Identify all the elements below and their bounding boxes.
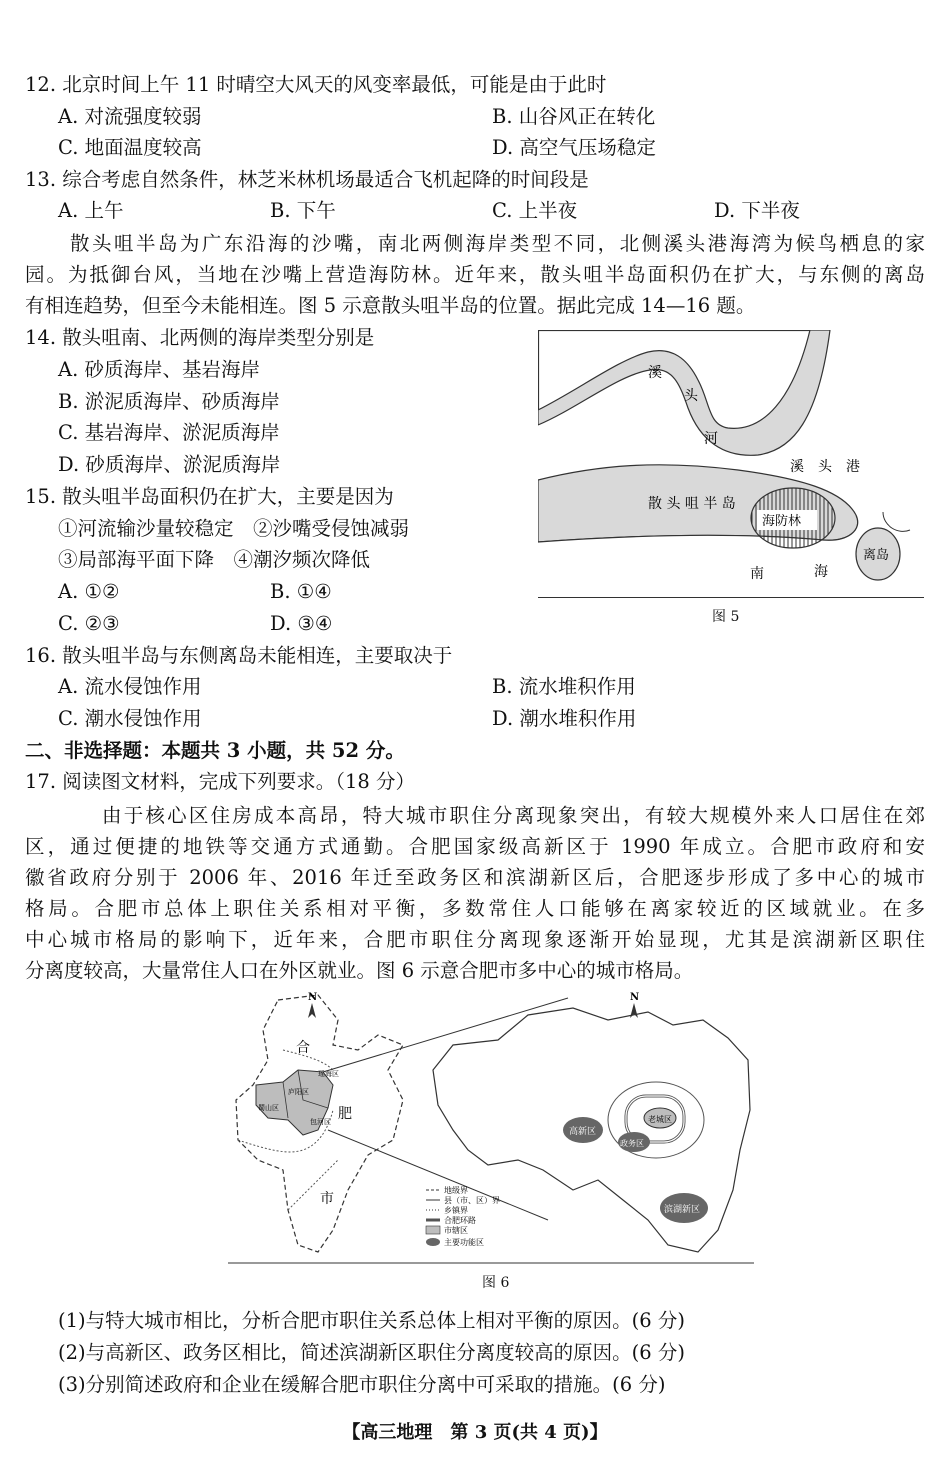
q17-stem: 17. 阅读图文材料，完成下列要求。（18 分）: [25, 770, 415, 793]
label-harbor: 溪 头 港: [790, 459, 860, 475]
label-hai: 海: [814, 564, 828, 580]
figure-5-map: [538, 330, 924, 598]
label-he: 河: [704, 431, 718, 447]
q13-stem: 13. 综合考虑自然条件，林芝米林机场最适合飞机起降的时间段是: [25, 168, 589, 191]
passage1-line: 有相连趋势，但至今未能相连。图 5 示意散头咀半岛的位置。据此完成 14—16 题。: [25, 294, 756, 317]
q17-sub-3: (3)分别简述政府和企业在缓解合肥市职住分离中可采取的措施。(6 分): [58, 1373, 666, 1396]
legend: [426, 1185, 500, 1247]
q13-option-b: B. 下午: [270, 199, 336, 222]
label-nan: 南: [750, 566, 764, 582]
q13-option-d: D. 下半夜: [714, 199, 800, 222]
q13-option-c: C. 上半夜: [492, 199, 578, 222]
label-shushan: 蜀山区: [258, 1104, 279, 1112]
svg-text:合肥环路: 合肥环路: [444, 1216, 476, 1225]
figure-6-map: [228, 990, 754, 1264]
passage1-line: 园。为抵御台风，当地在沙嘴上营造海防林。近年来，散头咀半岛面积仍在扩大，与东侧的离岛: [25, 263, 925, 286]
q15-option-d: D. ③④: [270, 612, 333, 635]
figure-6-caption: 图 6: [482, 1275, 510, 1291]
q17-material-line: 徽省政府分别于 2006 年、2016 年迁至政务区和滨湖新区后，合肥逐步形成了多中心的城市: [25, 866, 925, 889]
q12-option-c: C. 地面温度较高: [58, 136, 202, 159]
q16-option-c: C. 潮水侵蚀作用: [58, 707, 202, 730]
label-peninsula: 散 头 咀 半 岛: [648, 496, 736, 512]
q15-option-c: C. ②③: [58, 612, 120, 635]
label-binhu: 滨湖新区: [664, 1205, 701, 1215]
label-forest: 海防林: [762, 514, 802, 529]
q17-material-line: 由于核心区住房成本高昂，特大城市职住分离现象突出，有较大规模外来人口居住在郊: [102, 804, 925, 827]
q15-option-b: B. ①④: [270, 580, 332, 603]
label-laocheng: 老城区: [648, 1115, 672, 1124]
page-footer: 【高三地理 第 3 页(共 4 页)】: [342, 1422, 608, 1443]
q16-option-a: A. 流水侵蚀作用: [58, 675, 202, 698]
label-luyang: 庐阳区: [288, 1088, 309, 1096]
q16-option-b: B. 流水堆积作用: [492, 675, 636, 698]
svg-text:主要功能区: 主要功能区: [444, 1238, 484, 1247]
label-zhengwu: 政务区: [620, 1139, 644, 1148]
q14-stem: 14. 散头咀南、北两侧的海岸类型分别是: [25, 326, 375, 349]
section-2-heading: 二、非选择题：本题共 3 小题，共 52 分。: [25, 739, 405, 762]
svg-text:市辖区: 市辖区: [444, 1226, 468, 1235]
label-tou: 头: [684, 388, 698, 404]
label-xi: 溪: [648, 365, 662, 381]
label-gaoxin: 高新区: [569, 1127, 597, 1137]
svg-text:地级界: 地级界: [444, 1186, 468, 1195]
q13-option-a: A. 上午: [58, 199, 124, 222]
q15-items-2: ③局部海平面下降 ④潮汐频次降低: [58, 548, 371, 571]
svg-text:县（市、区）界: 县（市、区）界: [444, 1196, 500, 1205]
q17-material-line: 格局。合肥市总体上职住关系相对平衡，多数常住人口能够在离家较近的区域就业。在多: [25, 897, 925, 920]
q15-stem: 15. 散头咀半岛面积仍在扩大，主要是因为: [25, 485, 394, 508]
q14-option-b: B. 淤泥质海岸、砂质海岸: [58, 390, 280, 413]
passage1-line: 散头咀半岛为广东沿海的沙嘴，南北两侧海岸类型不同，北侧溪头港海湾为候鸟栖息的家: [70, 232, 925, 255]
q14-option-a: A. 砂质海岸、基岩海岸: [58, 358, 260, 381]
q12-option-a: A. 对流强度较弱: [58, 105, 202, 128]
q15-option-a: A. ①②: [58, 580, 120, 603]
label-he: 合: [296, 1040, 310, 1056]
label-baohe: 包河区: [310, 1118, 331, 1126]
q14-option-c: C. 基岩海岸、淤泥质海岸: [58, 421, 280, 444]
label-shi: 市: [320, 1191, 334, 1207]
north-arrow-right: N: [630, 992, 640, 1003]
svg-text:乡镇界: 乡镇界: [444, 1206, 468, 1215]
q12-option-b: B. 山谷风正在转化: [492, 105, 656, 128]
label-yaohai: 瑶海区: [318, 1070, 339, 1078]
q15-items-1: ①河流输沙量较稳定 ②沙嘴受侵蚀减弱: [58, 517, 410, 540]
label-island: 离岛: [863, 548, 890, 563]
q17-material-line: 区，通过便捷的地铁等交通方式通勤。合肥国家级高新区于 1990 年成立。合肥市政府和安: [25, 835, 925, 858]
q17-material-line: 中心城市格局的影响下，近年来，合肥市职住分离现象逐渐开始显现，尤其是滨湖新区职住: [25, 928, 925, 951]
q17-sub-2: (2)与高新区、政务区相比，简述滨湖新区职住分离度较高的原因。(6 分): [58, 1341, 685, 1364]
q16-option-d: D. 潮水堆积作用: [492, 707, 637, 730]
q16-stem: 16. 散头咀半岛与东侧离岛未能相连，主要取决于: [25, 644, 453, 667]
q14-option-d: D. 砂质海岸、淤泥质海岸: [58, 453, 281, 476]
q12-stem: 12. 北京时间上午 11 时晴空大风天的风变率最低，可能是由于此时: [25, 73, 607, 96]
north-arrow-left: N: [308, 992, 318, 1003]
q17-sub-1: (1)与特大城市相比，分析合肥市职住关系总体上相对平衡的原因。(6 分): [58, 1309, 685, 1332]
label-fei: 肥: [338, 1106, 352, 1122]
q12-option-d: D. 高空气压场稳定: [492, 136, 656, 159]
q17-material-line: 分离度较高，大量常住人口在外区就业。图 6 示意合肥市多中心的城市格局。: [25, 959, 694, 982]
figure-5-caption: 图 5: [712, 609, 740, 625]
